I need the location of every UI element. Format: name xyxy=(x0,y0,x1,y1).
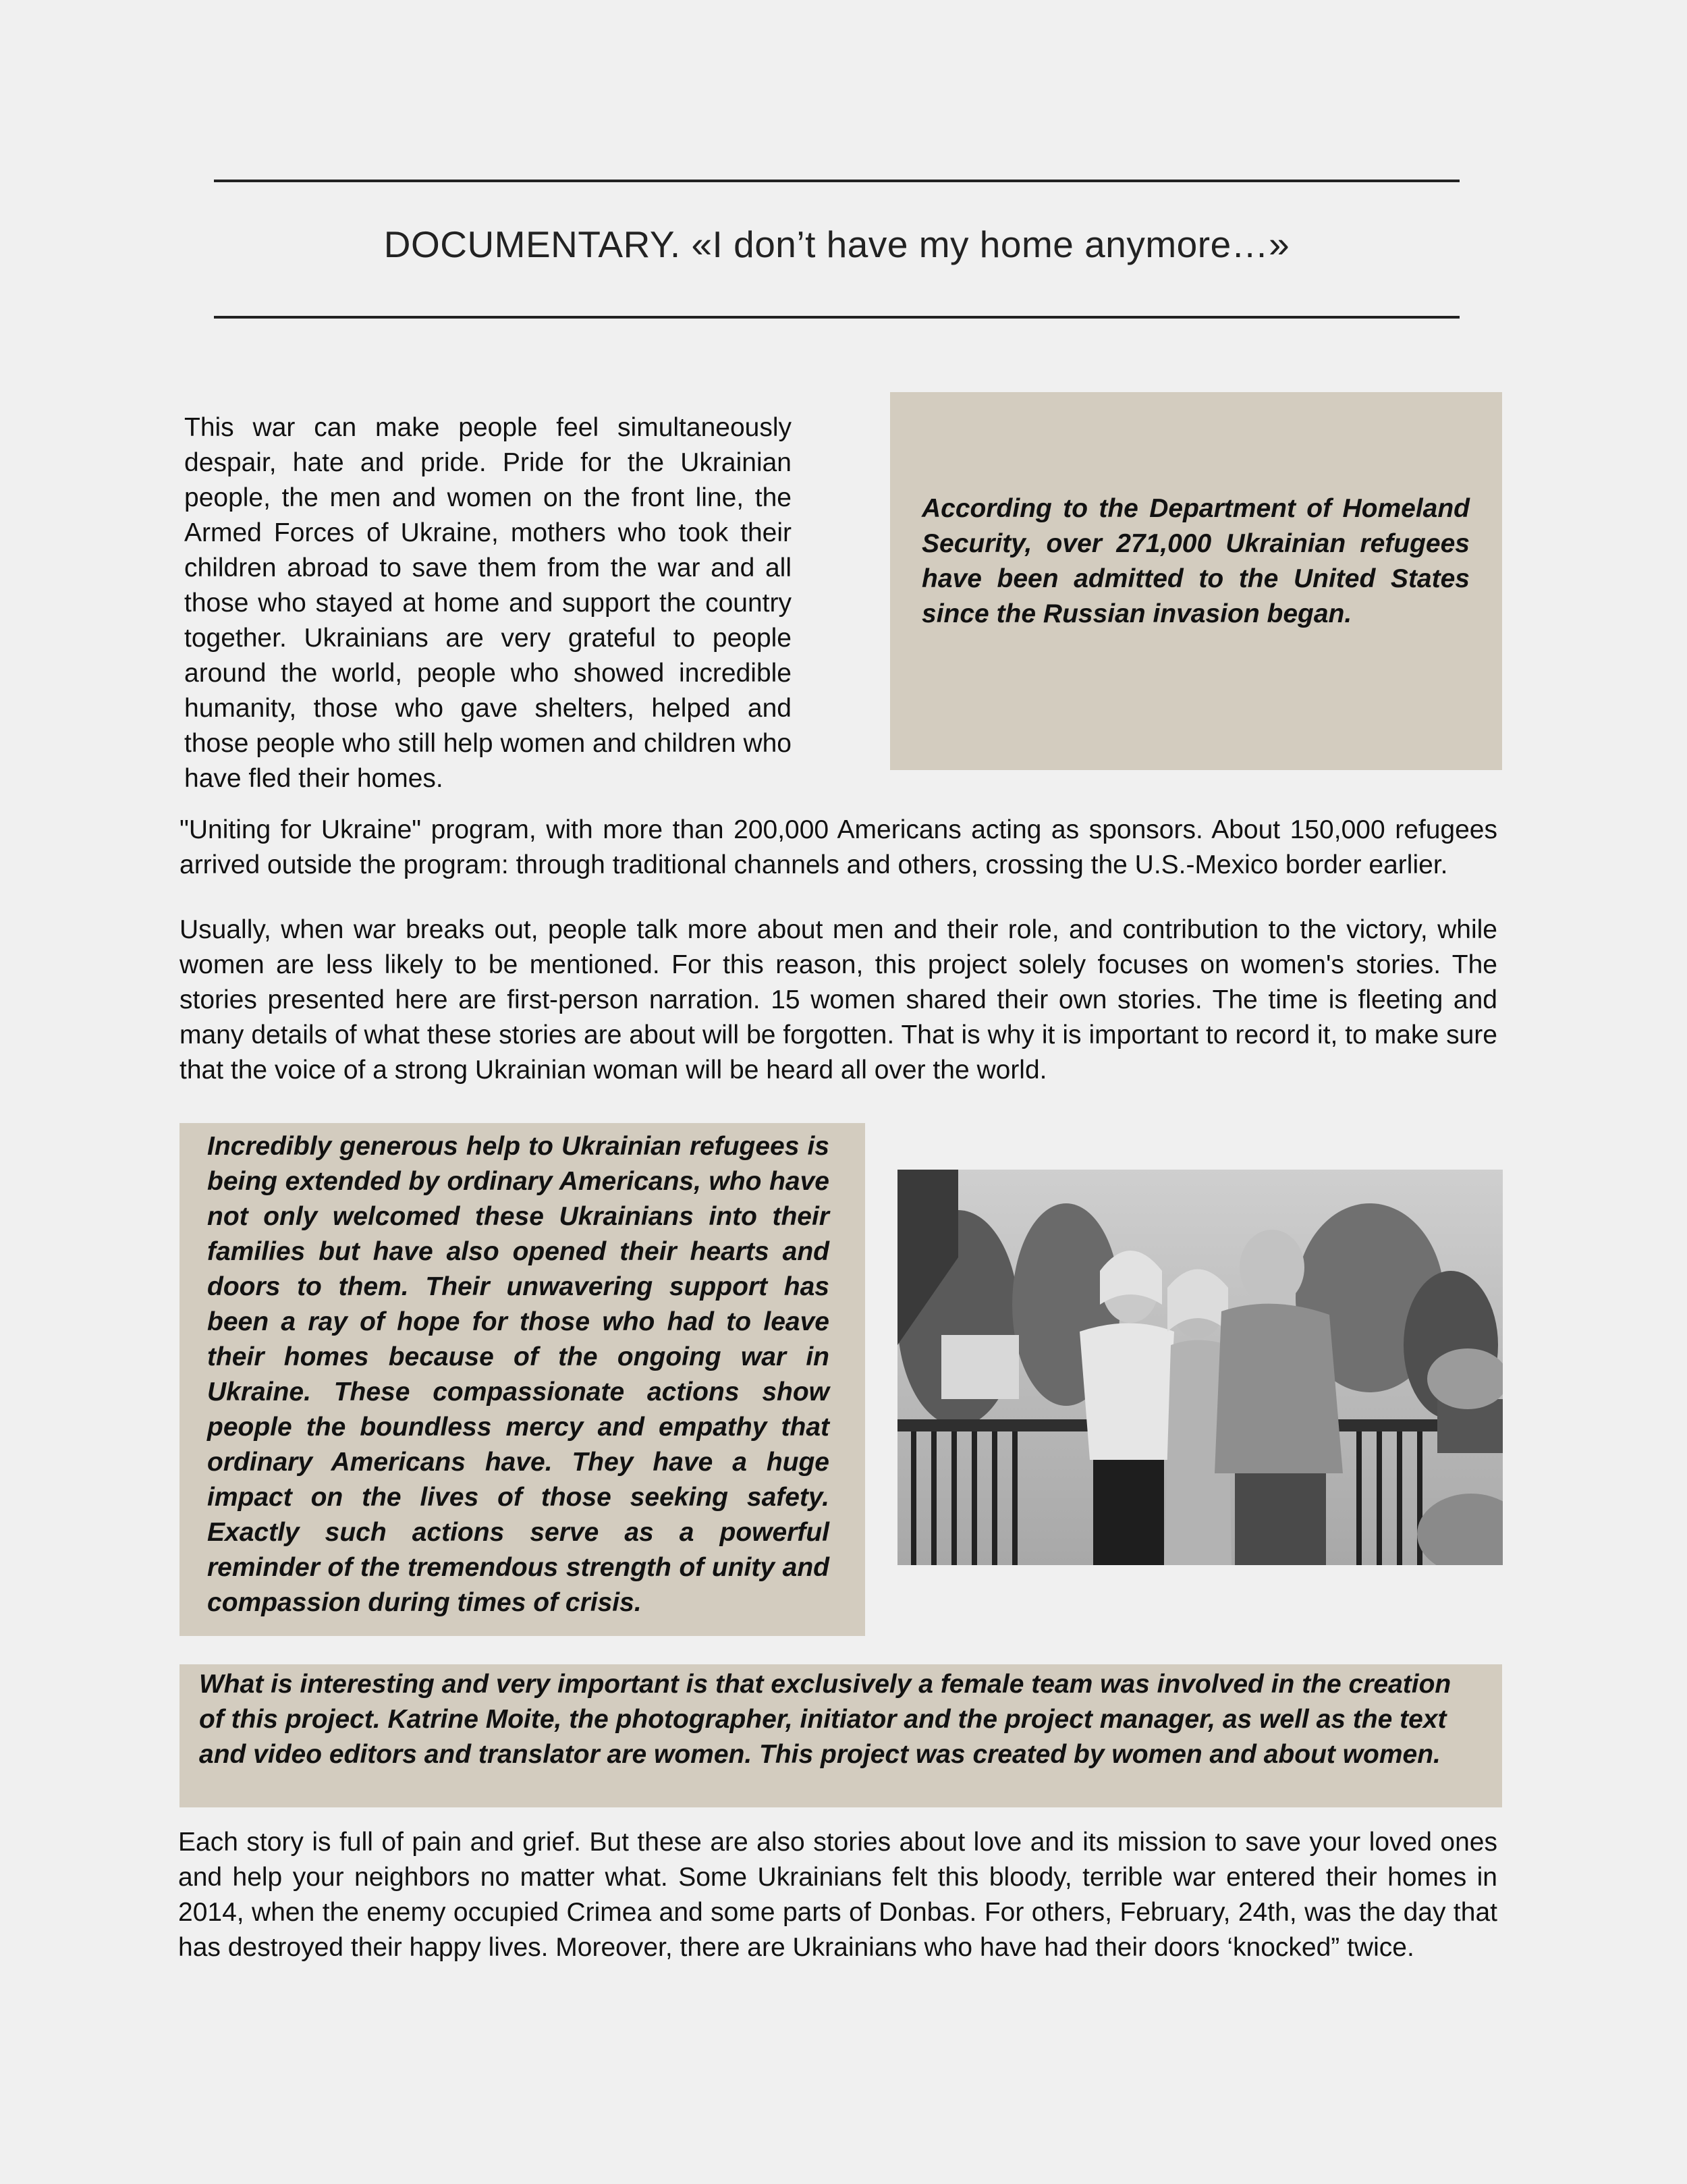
body-paragraph-3: Each story is full of pain and grief. But these are also stories about love and its mission to save your loved ones and help your neighbors no matter what. Some Ukrainians felt this bloody, terrible war entered their homes in 2014, when the enemy occupied Crimea and some parts of Donbas. For others, February, 24th, was the day that has destroyed their happy lives. Moreover, there are Ukrainians who have had their doors ‘knocked” twice. xyxy=(178,1828,1497,1962)
callout-bottom-text: What is interesting and very important is that exclusively a female team was involved in the creation of this project. Katrine Moite, the photographer, initiator and the project manager, as well as the text and video editors and translator are women. This project was created by women and about women. xyxy=(199,1670,1451,1769)
body-paragraph-2: Usually, when war breaks out, people talk more about men and their role, and contribution to the victory, while women are less likely to be mentioned. For this reason, this project solely focuses on women's stories. The stories presented here are first-person narration. 15 women shared their own stories. The time is fleeting and many details of what these stories are about will be forgotten. That is why it is important to record it, to make sure that the voice of a strong Ukrainian woman will be heard all over the world. xyxy=(179,915,1497,1085)
top-rule xyxy=(214,180,1460,182)
intro-paragraph: This war can make people feel simultaneously despair, hate and pride. Pride for the Ukrainian people, the men and women on the front line, the Armed Forces of Ukraine, mothers who took their children abroad to save them from the war and all those who stayed at home and support the country together. Ukrainians are very grateful to people around the world, people who showed incredible humanity, those who gave shelters, helped and those people who still help women and children who have fled their homes. xyxy=(184,413,792,793)
body-paragraph-1: "Uniting for Ukraine" program, with more than 200,000 Americans acting as sponsors. About 150,000 refugees arrived outside the program: through traditional channels and others, crossing the U.S.-Mexico border earlier. xyxy=(179,815,1497,879)
callout-middle-text: Incredibly generous help to Ukrainian refugees is being extended by ordinary Americans, who have not only welcomed these Ukrainians into their families but have also opened their hearts and doors to them. Their unwavering support has been a ray of hope for those who had to leave their homes because of the ongoing war in Ukraine. These compassionate actions show people the boundless mercy and empathy that ordinary Americans have. They have a huge impact on the lives of those seeking safety. Exactly such actions serve as a powerful reminder of the tremendous strength of unity and compassion during times of crisis. xyxy=(207,1132,829,1617)
page-title: DOCUMENTARY. «I don’t have my home anymore…» xyxy=(383,223,1290,265)
callout-top-text: According to the Department of Homeland Security, over 271,000 Ukrainian refugees have been admitted to the United States since the Russian invasion began. xyxy=(922,494,1470,628)
bottom-rule xyxy=(214,316,1460,319)
family-photo xyxy=(897,1170,1503,1565)
